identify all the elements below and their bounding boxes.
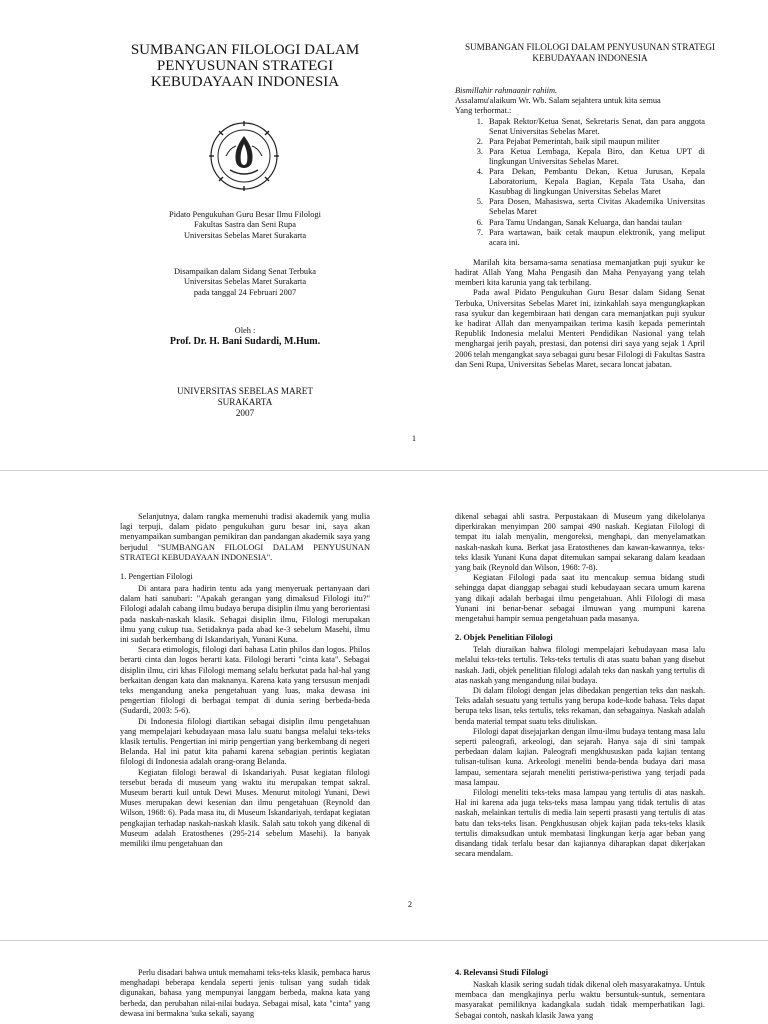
paragraph: Kegiatan filologi berawal di Iskandariyah. Pusat kegiatan filologi tersebut berada di museum yang waktu itu merupakan tempat sakral. Museum berarti kuil untuk Dewi Muses. Menurut mitologi Yunani, Dewi Muses merupakan dewi kesenian dan ilmu pengetahuan (Reynold dan Wilson, 1968: 6). Pada masa itu, di Museum Iskandariyah, terdapat kegiatan pengkajian terhadap naskah-naskah klasik. Salah satu tokoh yang dikenal di Museum adalah Eratosthenes (295-214 sebelum Masehi). Ia banyak memiliki ilmu pengetahuan dan bbox=[120, 767, 370, 849]
honored-label: Yang terhormat.: bbox=[455, 106, 512, 116]
delivery-line: pada tanggal 24 Februari 2007 bbox=[193, 287, 297, 297]
guest-list bbox=[455, 117, 705, 248]
paragraph: Di Indonesia filologi diartikan sebagai disiplin ilmu pengetahuan yang mempelajari kebudayaan masa lalu suatu bangsa melalui teks-teks klasik tertulis. Pengertian ini mirip pengertian yang berkembang di negeri Belanda. Hal ini patut kita pahami karena sebagian perintis kegiatan filologi di Indonesia adalah orang-orang Belanda. bbox=[120, 716, 370, 767]
list-item: 3. Para Ketua Lembaga, Kepala Biro, dan Ketua UPT di lingkungan Universitas Sebelas Maret. bbox=[476, 146, 705, 166]
page3-right-column bbox=[455, 968, 705, 1024]
university-name: UNIVERSITAS SEBELAS MARET bbox=[176, 386, 314, 396]
paragraph: Di dalam filologi dengan jelas dibedakan pengertian teks dan naskah. Teks adalah sesuatu yang tertulis yang berupa kode-kode bahasa. Teks dapat berupa teks lisan, teks tertulis, teks rekaman, dan sebagainya. Naskah adalah benda material tempat suatu teks dituliskan. bbox=[455, 686, 705, 726]
paragraph: Kegiatan Filologi pada saat itu mencakup semua bidang studi sehingga dapat dianggap sebagai studi kebudayaan secara umum karena yang dikaji adalah berbagai ilmu pengetahuan. Ahli Filologi di masa Yunani ini benar-benar sebagai ilmuwan yang mumpuni karena mengetahui hampir semua pengetahuan pada masanya. bbox=[455, 573, 705, 624]
cover-year: 2007 bbox=[235, 408, 255, 418]
list-item: 4. Para Dekan, Pembantu Dekan, Ketua Jurusan, Kepala Laboratorium, Kepala Bagian, Kepala Tata Usaha, dan Kasubbag di lingkungan Universitas Sebelas Maret bbox=[476, 167, 705, 197]
delivery-line: Universitas Sebelas Maret Surakarta bbox=[183, 277, 307, 287]
page-divider bbox=[0, 940, 768, 941]
list-item: 1. Bapak Rektor/Ketua Senat, Sekretaris Senat, dan para anggota Senat Universitas Sebelas Maret. bbox=[476, 116, 705, 136]
paragraph: Filologi meneliti teks-teks masa lampau yang tertulis di atas naskah. Hal ini karena ada juga teks-teks masa lampau yang tidak tertulis di atas naskah, melainkan tertulis di media lain seperti prasasti yang tertulis di atas batu dan teks-teks lisan. Pengkhususan objek kajian pada teks-teks klasik tertulis dimaksudkan untuk membatasi lingkungan kerja agar beban yang disandang tidak terlalu besar dan kajiannya diharapkan dapat dikerjakan secara mendalam. bbox=[455, 788, 705, 859]
list-item: 6. Para Tamu Undangan, Sanak Keluarga, dan handai taulan bbox=[476, 217, 682, 227]
delivery-line: Disampaikan dalam Sidang Senat Terbuka bbox=[173, 267, 317, 276]
page-number: 1 bbox=[411, 434, 417, 443]
section-heading: 2. Objek Penelitian Filologi bbox=[455, 633, 553, 643]
section-heading: 1. Pengertian Filologi bbox=[120, 572, 193, 582]
speech-line: Universitas Sebelas Maret Surakarta bbox=[183, 230, 307, 240]
speech-description bbox=[130, 210, 360, 241]
paragraph: Secara etimologis, filologi dari bahasa Latin philos dan logos. Philos berarti cinta dan logos berarti kata. Filologi berarti "cinta kata". Sebagai disiplin ilmu, ciri khas Filologi memang selalu berkutat pada hal-hal yang berkaitan dengan kata dan maknanya. Karena kata yang tersusun menjadi teks mengandung aneka pengetahuan yang luas, maka dewasa ini pengertian filologi di berbagai tempat di dunia sering berbeda-beda (Sudardi, 2003: 5-6). bbox=[120, 645, 370, 716]
cover-title: SUMBANGAN FILOLOGI DALAM PENYUSUNAN STRATEGI KEBUDAYAAN INDONESIA bbox=[130, 42, 360, 90]
paragraph: Pada awal Pidato Pengukuhan Guru Besar dalam Sidang Senat Terbuka, Universitas Sebelas Maret ini, izinkahlah saya mengungkapkan rasa syukur dan kegembiraan hati dengan cara memanjatkan puji syukur ke hadirat Allah dan menyampaikan terima kasih kepada pemerintah Republik Indonesia melalui Menteri Pendidikan Nasional yang telah menghargai jerih payah, prestasi, dan potensi diri saya yang sejak 1 April 2006 telah mengangkat saya sebagai guru besar Filologi di Fakultas Sastra dan Seni Rupa, Universitas Sebelas Maret, secara loncat jabatan. bbox=[455, 288, 705, 369]
section-heading: 4. Relevansi Studi Filologi bbox=[455, 968, 549, 977]
university-seal-icon bbox=[208, 120, 280, 192]
page-divider bbox=[0, 470, 768, 471]
list-item: 7. Para wartawan, baik cetak maupun elektronik, yang meliput acara ini. bbox=[476, 227, 705, 247]
university-city: SURAKARTA bbox=[217, 397, 273, 407]
page3-left-column bbox=[120, 968, 370, 1024]
university-block bbox=[130, 386, 360, 419]
paragraph: Selanjutnya, dalam rangka memenuhi tradisi akademik yang mulia lagi terpuji, dalam pidato pengukuhan guru besar ini, saya akan menyampaikan sumbangan pemikiran dan pandangan akademik saya yang berjudul "SUMBANGAN FILOLOGI DALAM PENYUSUNAN STRATEGI KEBUDAYAAN INDONESIA". bbox=[120, 512, 371, 562]
bismillah: Bismillahir rahmaanir rahiim. bbox=[455, 86, 558, 95]
page-number: 2 bbox=[407, 900, 413, 909]
paragraph: Di antara para hadirin tentu ada yang menyeruak pertanyaan dari dalam hati sanubari: "Apakah gerangan yang dimaksud Filologi itu?" Filologi adalah cabang ilmu budaya berupa disiplin ilmu yang berorientasi pada naskah-naskah klasik. Sebagai disiplin ilmu, Filologi merupakan ilmu yang cukup tua. Setidaknya pada abad ke-3 sebelum Masehi, ilmu ini sudah berkembang di Iskandariyah, Yunani Kuna. bbox=[120, 584, 370, 645]
page1-right-body bbox=[455, 86, 705, 370]
list-item: 5. Para Dosen, Mahasiswa, serta Civitas Akademika Universitas Sebelas Maret bbox=[476, 197, 705, 217]
speech-line: Pidato Pengukuhan Guru Besar Ilmu Filologi bbox=[169, 210, 321, 219]
page2-right-column bbox=[455, 512, 705, 860]
author-name: Prof. Dr. H. Bani Sudardi, M.Hum. bbox=[169, 336, 321, 347]
page2-left-column bbox=[120, 512, 370, 849]
delivery-info bbox=[130, 267, 360, 298]
list-item: 2. Para Pejabat Pemerintah, baik sipil maupun militer bbox=[476, 136, 660, 146]
paragraph: Naskah klasik sering sudah tidak dikenal oleh masyarakatnya. Untuk membaca dan mengkajinya perlu waktu bersuntuk-suntuk, sementara masyarakat pemiliknya kadangkala sudah tidak memperhatikan lagi. Sebagai contoh, naskah klasik Jawa yang bbox=[455, 980, 705, 1020]
paragraph: Marilah kita bersama-sama senatiasa memanjatkan puji syukur ke hadirat Allah Yang Maha Pengasih dan Maha Penyayang yang telah memberi kita karunia yang tak terbilang. bbox=[455, 257, 705, 288]
speech-line: Fakultas Sastra dan Seni Rupa bbox=[194, 220, 296, 230]
paragraph: Perlu disadari bahwa untuk memahami teks-teks klasik, pembaca harus menghadapi beberapa kendala seperti jenis tulisan yang sudah tidak digunakan, bahasa yang mempunyai langgam berbeda, makna kata yang berbeda, dan perubahan nilai-nilai budaya. Sebagai misal, kata "cinta" yang dewasa ini bermakna 'suka sekali, sayang bbox=[120, 968, 370, 1018]
paragraph: Telah diuraikan bahwa filologi mempelajari kebudayaan masa lalu melalui teks-teks tertulis. Teks-teks tertulis di atas suatu bahan yang disebut naskah. Jadi, objek penelitian filologi adalah teks dan naskah yang tertulis di atas naskah yang mengandung nilai budaya. bbox=[455, 645, 705, 685]
paragraph: Filologi dapat disejajarkan dengan ilmu-ilmu budaya tentang masa lalu seperti paleografi, arkeologi, dan sejarah. Hanya saja di sini tampak perbedaan dalam kajian. Paleografi mengkhususkan pada kajian tentang tulisan-tulisan kuna. Arkeologi meneliti benda-benda budaya dari masa lampau, sementara sejarah meneliti peristiwa-peristiwa yang terjadi pada masa lampau. bbox=[455, 726, 705, 787]
paragraph: dikenal sebagai ahli sastra. Perpustakaan di Museum yang dikelolanya diperkirakan menyimpan 200 sampai 490 naskah. Kegiatan Filologi di tempat itu ialah menyalin, mengoreksi, menghapi, dan menyelamatkan naskah-naskah kuna. Berkat jasa Eratosthenes dan kawan-kawannya, teks-teks klasik Yunani Kuna dapat ditemukan sampai sekarang dalam keadaan yang baik (Reynold dan Wilson, 1968: 7-8). bbox=[455, 512, 705, 573]
page1-right-title: SUMBANGAN FILOLOGI DALAM PENYUSUNAN STRATEGI KEBUDAYAAN INDONESIA bbox=[464, 42, 716, 63]
by-label: Oleh : bbox=[234, 326, 256, 335]
greeting: Assalamu'alaikum Wr. Wb. Salam sejahtera untuk kita semua bbox=[455, 96, 661, 106]
